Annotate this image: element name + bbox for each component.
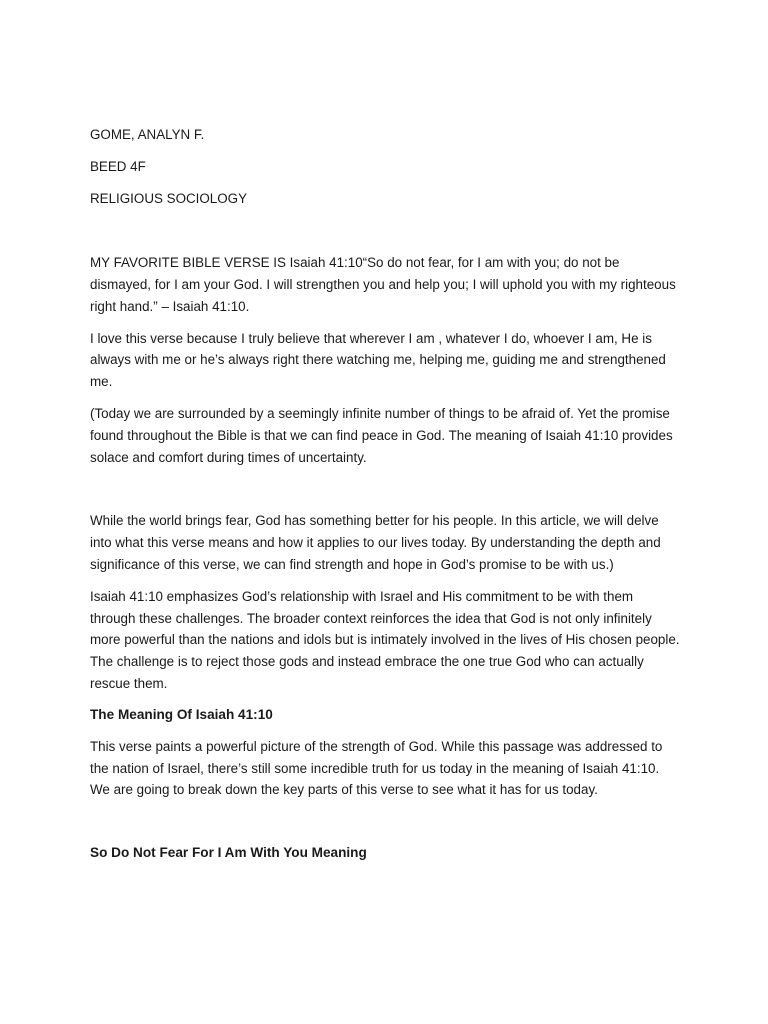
spacer — [90, 801, 682, 842]
meaning-paragraph: This verse paints a powerful picture of the strength of God. While this passage was addressed to the nation of Israel, there’s still some incredible truth for us today in the meaning of Isaiah 41:10. We are going to break down the key parts of this verse to see what it has for us today. — [90, 738, 663, 798]
spacer — [90, 210, 682, 252]
favorite-verse-paragraph: MY FAVORITE BIBLE VERSE IS Isaiah 41:10“So do not fear, for I am with you; do not be dismayed, for I am your God. I will strengthen you and help you; I will uphold you with my righteous right hand.” – Isaiah 41:10. — [90, 255, 676, 314]
reason-paragraph: I love this verse because I truly believe that wherever I am , whatever I do, whoever I am, He is always with me or he’s always right there watching me, helping me, guiding me and strengthened me. — [90, 330, 666, 390]
context-paragraph: (Today we are surrounded by a seemingly infinite number of things to be afraid of. Yet the promise found throughout the Bible is that we can find peace in God. The meaning of Isaiah 41:10 provides solace and comfort during times of uncertainty. — [90, 405, 673, 465]
student-name: GOME, ANALYN F. — [90, 127, 205, 142]
course-section: BEED 4F — [90, 159, 146, 175]
israel-paragraph: Isaiah 41:10 emphasizes God’s relationship with Israel and His commitment to be with them through these challenges. The broader context reinforces the idea that God is not only infinitely more powerful than the nations and idols but is intimately involved in the lives of His chosen people. The challenge is to reject those gods and instead embrace the one true God who can actually rescue them. — [90, 588, 680, 691]
document-body — [90, 124, 682, 864]
fear-heading: So Do Not Fear For I Am With You Meaning — [90, 845, 367, 861]
world-fear-paragraph: While the world brings fear, God has something better for his people. In this article, we will delve into what this verse means and how it applies to our lives today. By understanding the depth and significance of this verse, we can find strength and hope in God’s promise to be with us.) — [90, 513, 661, 572]
meaning-heading: The Meaning Of Isaiah 41:10 — [90, 706, 273, 722]
subject-title: RELIGIOUS SOCIOLOGY — [90, 191, 248, 207]
spacer — [90, 468, 682, 510]
